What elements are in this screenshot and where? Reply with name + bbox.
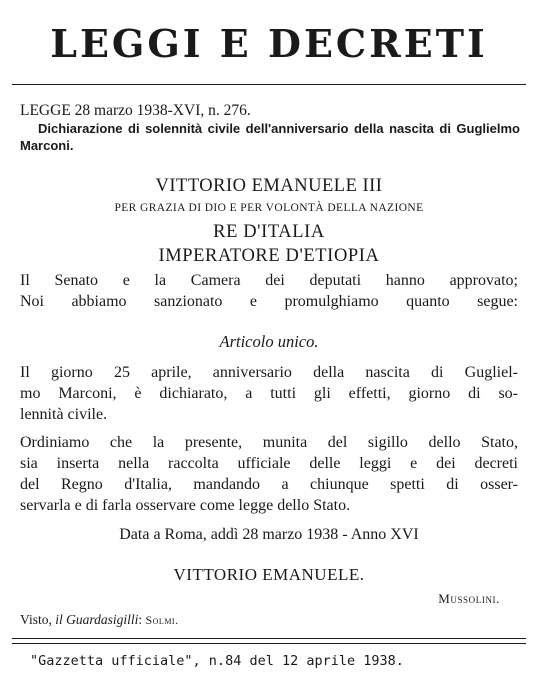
- preamble-line: Il Senato e la Camera dei deputati hanno approvato;: [20, 272, 518, 289]
- order-line: servarla e di farla osservare come legge dello Stato.: [20, 497, 351, 514]
- law-heading: LEGGE 28 marzo 1938-XVI, n. 276.: [20, 102, 251, 119]
- footer-divider: [12, 638, 526, 639]
- article-body: [20, 362, 518, 425]
- minister-signature: Mussolini.: [438, 591, 500, 606]
- title-divider: [12, 84, 526, 85]
- footer-divider: [12, 643, 526, 644]
- sovereign-name: VITTORIO EMANUELE III: [155, 176, 383, 196]
- law-subject: Dichiarazione di solennità civile dell'anniversario della nascita di Guglielmo Marconi.: [20, 121, 520, 153]
- king-signature: VITTORIO EMANUELE.: [173, 565, 365, 584]
- article-line: mo Marconi, è dichiarato, a tutti gli effetti, giorno di so-: [20, 385, 518, 402]
- order-line: sia inserta nella raccolta ufficiale delle leggi e dei decreti: [20, 455, 518, 472]
- page-title: LEGGI E DECRETI: [50, 21, 488, 66]
- sovereign-title-king: RE D'ITALIA: [213, 222, 325, 242]
- preamble: [20, 270, 518, 312]
- visto-prefix: Visto,: [20, 612, 52, 627]
- article-line: lennità civile.: [20, 406, 108, 423]
- order-line: del Regno d'Italia, mandando a chiunque spetti di osser-: [20, 476, 518, 493]
- article-heading: Articolo unico.: [219, 332, 319, 351]
- gazette-reference: "Gazzetta ufficiale", n.84 del 12 aprile 1938.: [30, 653, 404, 669]
- visto-role: il Guardasigilli: [55, 612, 139, 627]
- visto-line: Visto, il Guardasigilli: Solmi.: [20, 612, 179, 627]
- order-body: [20, 432, 518, 516]
- visto-name: Solmi.: [145, 613, 179, 627]
- sovereign-title-emperor: IMPERATORE D'ETIOPIA: [158, 246, 380, 266]
- article-line: Il giorno 25 aprile, anniversario della nascita di Gugliel-: [20, 364, 518, 381]
- sovereign-grace: PER GRAZIA DI DIO E PER VOLONTÀ DELLA NAZIONE: [114, 202, 424, 214]
- preamble-line: Noi abbiamo sanzionato e promulghiamo quanto segue:: [20, 293, 518, 310]
- order-line: Ordiniamo che la presente, munita del sigillo dello Stato,: [20, 434, 518, 451]
- date-line: Data a Roma, addì 28 marzo 1938 - Anno XVI: [119, 526, 419, 543]
